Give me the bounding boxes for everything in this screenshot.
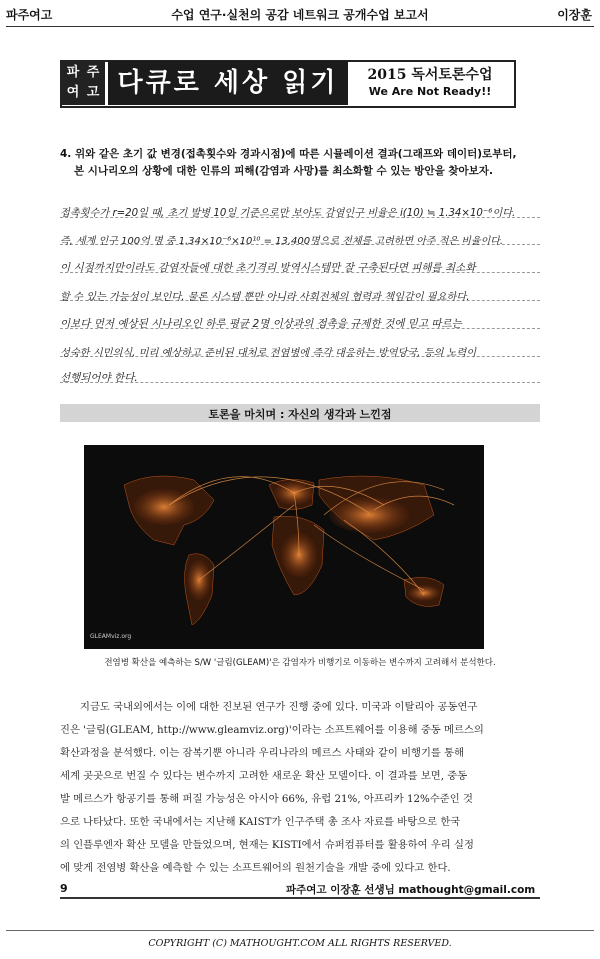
body-line: 의 인플루엔자 확산 모델을 만들었으며, 현재는 KISTI에서 슈퍼컴퓨터를 활용하여 우리 실정 <box>60 839 474 851</box>
section-title: 토론을 마치며 : 자신의 생각과 느낀점 <box>208 408 392 421</box>
handwritten-line: 이보다 먼저 예상된 시나리오인 하루 평균 2명 이상과의 접촉을 규제한 것에 믿고 따르는 <box>60 318 462 330</box>
handwritten-line: 접촉횟수가 r=20일 때, 초기 발병 10일 기준으로만 보아도 감염인구 비율은 i(10) ≒ 1.34×10⁻⁶이다. <box>60 208 516 219</box>
handwritten-line: 할 수 있는 가능성이 보인다. 물론 시스템 뿐만 아니라 사회전체의 협력과 책임감이 필요하다. <box>60 292 470 303</box>
header-author: 이장훈 <box>557 8 592 22</box>
body-line: 에 맞게 전염병 확산을 예측할 수 있는 소프트웨어의 원천기술을 개발 중에 있다고 한다. <box>60 862 451 874</box>
logo-char: 여 <box>66 85 80 100</box>
banner-subtitle: 2015 독서토론수업 <box>367 67 493 83</box>
body-line: 진은 '글림(GLEAM, http://www.gleamviz.org)'이라는 소프트웨어를 이용해 중동 메르스의 <box>60 724 484 736</box>
body-line: 지금도 국내외에서는 이에 대한 진보된 연구가 진행 중에 있다. 미국과 이탈리아 공동연구 <box>80 701 478 713</box>
body-line: 확산과정을 분석했다. 이는 잠복기뿐 아니라 우리나라의 메르스 사태와 같이 비행기를 통해 <box>60 747 465 759</box>
handwritten-line: 이 시점까지만이라도 감염자들에 대한 초기격리 방역시스템만 잘 구축된다면 피해를 최소화 <box>60 262 476 274</box>
map-graphic <box>84 445 484 649</box>
page-bottom-divider <box>6 930 594 931</box>
question-line: 4. 위와 같은 초기 값 변경(접촉횟수와 경과시점)에 따른 시뮬레이션 결과(그래프와 데이터)로부터, <box>60 148 517 160</box>
copyright-notice: COPYRIGHT (C) MATHOUGHT.COM ALL RIGHTS RESERVED. <box>148 938 452 949</box>
footer-divider <box>60 897 540 899</box>
header-divider <box>6 26 594 27</box>
body-line: 으로 나타났다. 또한 국내에서는 지난해 KAIST가 인구주택 총 조사 자료를 바탕으로 한국 <box>60 816 461 828</box>
school-logo <box>61 61 105 105</box>
body-line: 발 메르스가 항공기를 통해 퍼질 가능성은 아시아 66%, 유럽 21%, 아프리카 12%수준인 것 <box>60 793 473 805</box>
header-school: 파주여고 <box>6 8 53 22</box>
page-number: 9 <box>60 882 68 895</box>
handwritten-line: 성숙한 시민의식, 미리 예상하고 준비된 대처로 전염병에 즉각 대응하는 방역당국, 등의 노력이 <box>60 348 477 359</box>
handwritten-line: 즉, 세계 인구 100억 명 중 1.34×10⁻⁶×10¹⁰ = 13,400명으로 전체를 고려하면 아주 적은 비율이다. <box>60 236 504 247</box>
world-map-image <box>84 445 484 649</box>
body-line: 세계 곳곳으로 번질 수 있다는 변수까지 고려한 새로운 확산 모델이다. 이 결과를 보면, 중동 <box>60 770 468 782</box>
banner-title: 다큐로 세상 읽기 <box>108 61 348 105</box>
header-title: 수업 연구·실천의 공감 네트워크 공개수업 보고서 <box>171 8 429 22</box>
logo-char: 고 <box>86 85 100 100</box>
map-caption: 전염병 확산을 예측하는 S/W '글림(GLEAM)'은 감염자가 비행기로 이동하는 변수까지 고려해서 분석한다. <box>104 658 496 668</box>
handwritten-line: 선행되어야 한다. <box>60 372 138 384</box>
logo-char: 주 <box>86 65 100 80</box>
banner-subtitle-box <box>350 61 510 105</box>
banner-slogan: We Are Not Ready!! <box>368 85 492 98</box>
question-line: 본 시나리오의 상황에 대한 인류의 피해(감염과 사망)를 최소화할 수 있는 방안을 찾아보자. <box>74 165 493 177</box>
logo-char: 파 <box>66 65 80 80</box>
map-credit: GLEAMviz.org <box>90 633 132 640</box>
footer-author: 파주여고 이장훈 선생님 mathought@gmail.com <box>286 884 536 896</box>
